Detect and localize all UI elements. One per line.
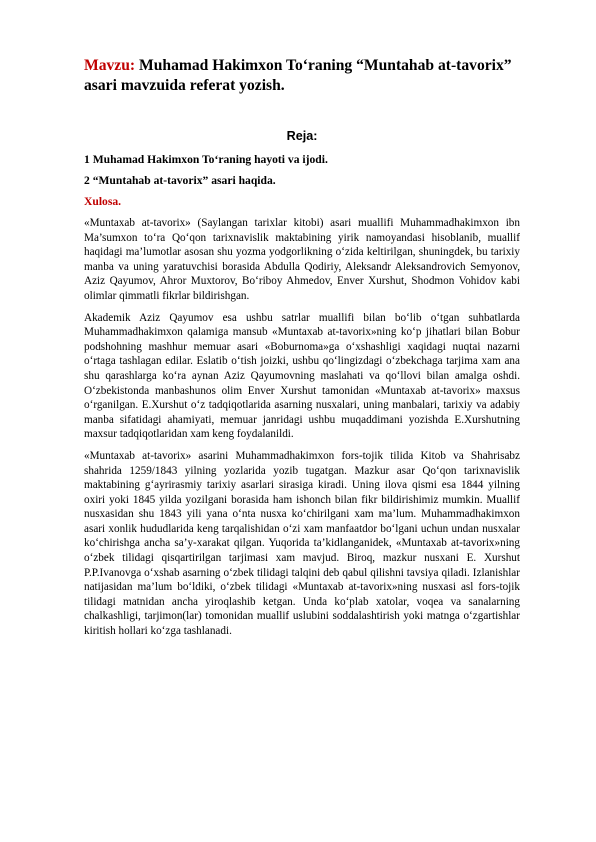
title-text: Muhamad Hakimxon To‘raning “Muntahab at-tavorix” asari mavzuida referat yozish. (84, 57, 512, 94)
document-title (84, 56, 520, 96)
body-paragraph-3: «Muntaxab at-tavorix» asarini Muhammadhakimxon fors-tojik tilida Kitob va Shahrisabz shahrida 1259/1843 yilning yozlarida yozib tugatgan. Mazkur asar Qo‘qon tarixnavislik maktabining g‘ayrirasmiy tarixiy asarlari sirasiga kiradi. Uning ilova qismi esa 1844 yilning oxiri yoki 1845 yilda yozilgani borasida ham ishonch bilan fikr bildirishimiz mumkin. Muallif nusxasidan shu 1843 yili yana o‘nta nusxa ko‘chirilgani xam ma’lum. Muhammadhakimxon asari xonlik hududlarida keng tarqalishidan o‘zi xam manfaatdor bo‘lgani uchun undan nusxalar ko‘chirishga ancha sa’y-xarakat qilgan. Yuqorida ta’kidlanganidek, «Muntaxab at-tavorix»ning o‘zbek tilidagi qisqartirilgan tarjimasi xam mavjud. Biroq, mazkur nusxani E. Xurshut P.P.Ivanovga o‘xshab asarning o‘zbek tilidagi talqini deb qabul qilishni tavsiya qiladi. Izlanishlar natijasidan ma’lum bo‘ldiki, o‘zbek tilidagi «Muntaxab at-tavorix»ning nusxasi asl fors-tojik tilidagi matnidan ancha yiroqlashib ketgan. Unda ko‘plab xatolar, voqea va sanalarning chalkashligi, tarjimon(lar) tomonidan muallif uslubini soddalashtirish yoki matnga o‘zgartishlar kiritish hollari ko‘zga tashlanadi. (84, 449, 520, 638)
plan-item-2: 2 “Muntahab at-tavorix” asari haqida. (84, 174, 276, 187)
plan-item-1: 1 Muhamad Hakimxon To‘raning hayoti va ijodi. (84, 153, 328, 166)
body-paragraph-2: Akademik Aziz Qayumov esa ushbu satrlar muallifi bilan bo‘lib o‘tgan suhbatlarda Muhammadhakimxon qalamiga mansub «Muntaxab at-tavorix»ning ko‘p jihatlari bilan Bobur podshohning mashhur memuar asari «Boburnoma»ga o‘xshashligi xaqidagi nuqtai nazarni o‘rtaga tashlagan edilar. Eslatib o‘tish joizki, ushbu qo‘lingizdagi o‘zbekchaga tarjima xam ana shu qarashlarga ko‘ra aynan Aziz Qayumovning maslahati va qo‘llovi bilan amalga oshdi. O‘zbekistonda manbashunos olim Enver Xurshut tamonidan «Muntaxab at-tavorix» maxsus o‘rganilgan. E.Xurshut o‘z tadqiqotlarida asarning nusxalari, uning manbalari, tarixiy va adabiy manba sifatidagi ahamiyati, memuar janridagi ushbu muqaddimani yozishda E.Xurshutning maxsur tadqiqotlaridan xam keng foydalanildi. (84, 311, 520, 441)
body-paragraph-1: «Muntaxab at-tavorix» (Saylangan tarixlar kitobi) asari muallifi Muhammadhakimxon ibn Ma’sumxon to‘ra Qo‘qon tarixnavislik maktabining yirik namoyandasi hisoblanib, muallif haqidagi ma’lumotlar asosan shu yozma yodgorlikning o‘zida keltirilgan, shuningdek, bu tarixiy manba va uning yaratuvchisi borasida Abdulla Qodiriy, Aleksandr Aleksandrovich Semyonov, Aziz Qayumov, Ahror Muxtorov, Bo‘riboy Ahmedov, Enver Xurshut, Shodmon Vohidov kabi olimlar qimmatli fikrlar bildirishgan. (84, 217, 520, 302)
plan-item-conclusion: Xulosa. (84, 195, 122, 208)
title-label: Mavzu: (84, 57, 136, 74)
plan-heading: Reja: (286, 129, 318, 143)
